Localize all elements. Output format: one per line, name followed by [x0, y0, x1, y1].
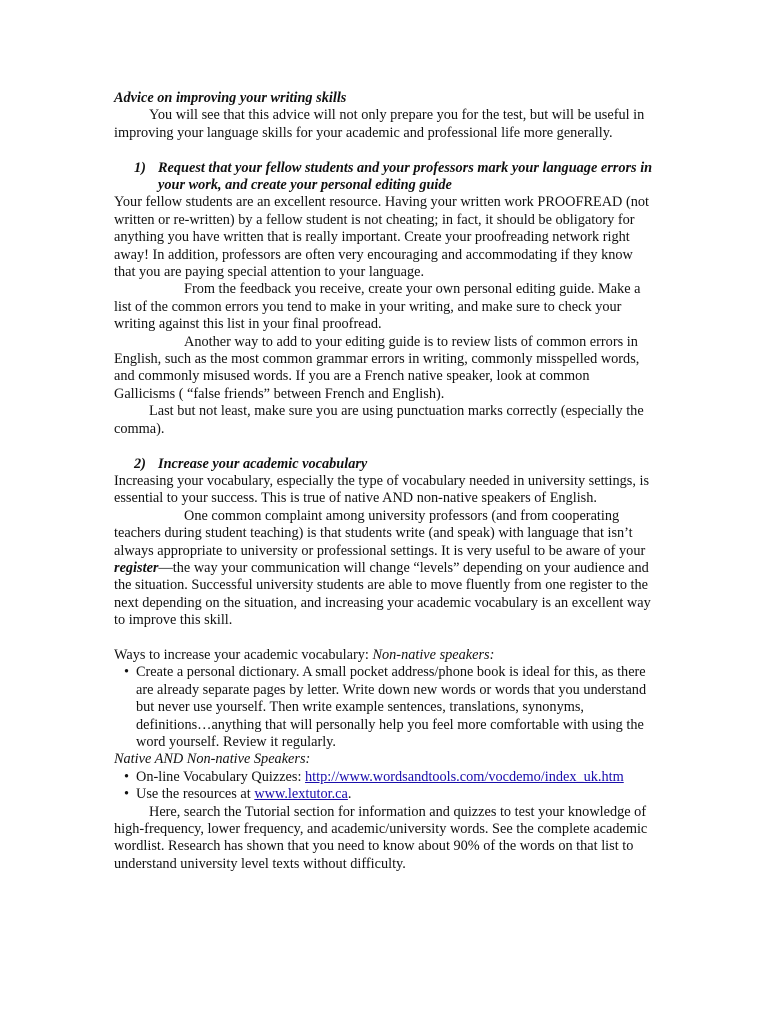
- bullet-icon: •: [124, 664, 130, 681]
- section-1-paragraph-1: Your fellow students are an excellent resource. Having your written work PROOFREAD (not written or re-written) by a fellow student is not cheating; in fact, it should be obligatory for anything you have written that is really important. Create your proofreading network right away! In addition, professors are often very encouraging and accommodating if they know that you are paying special attention to your language.: [114, 194, 649, 281]
- ways-label: Ways to increase your academic vocabulary:: [114, 646, 373, 663]
- section-1-heading-text: Request that your fellow students and your professors mark your language errors in your work, and create your personal editing guide: [158, 159, 653, 194]
- lextutor-end: .: [347, 786, 352, 803]
- section-1-paragraph-4: Last but not least, make sure you are using punctuation marks correctly (especially the comma).: [114, 403, 644, 437]
- non-native-group-label: Non-native speakers:: [372, 646, 495, 663]
- lextutor-label: Use the resources at: [136, 786, 255, 803]
- intro-paragraph: You will see that this advice will not only prepare you for the test, but will be useful in improving your language skills for your academic and professional life more generally.: [114, 107, 645, 141]
- bullet-icon: •: [124, 768, 130, 785]
- section-1-number: 1): [134, 159, 146, 176]
- bullet-vocabulary-quizzes: [114, 769, 654, 786]
- vocabulary-quizzes-link[interactable]: http://www.wordsandtools.com/vocdemo/index_uk.htm: [305, 768, 624, 785]
- document-title: Advice on improving your writing skills: [114, 90, 347, 106]
- document-body: [114, 90, 654, 873]
- ways-line: [114, 647, 654, 664]
- spacer: [114, 438, 654, 455]
- quizzes-label: On-line Vocabulary Quizzes:: [136, 768, 306, 785]
- section-1-paragraph-2: From the feedback you receive, create your own personal editing guide. Make a list of the common errors you tend to make in your writing, and make sure to check your writing against this list in your final proofread.: [114, 281, 641, 333]
- lextutor-link[interactable]: www.lextutor.ca: [254, 786, 348, 803]
- native-group-label: Native AND Non-native Speakers:: [114, 751, 311, 768]
- section-1-heading: [114, 160, 654, 195]
- section-2-number: 2): [134, 455, 146, 472]
- spacer: [114, 630, 654, 647]
- section-2-paragraph-2: [114, 508, 654, 630]
- spacer: [114, 142, 654, 159]
- bullet-lextutor: [114, 786, 654, 803]
- bullet-personal-dictionary-text: Create a personal dictionary. A small pocket address/phone book is ideal for this, as there are already separate pages by letter. Write down new words or words that you understand but never use yourself. Then write example sentences, translations, synonyms, definitions…anything that will personally help you feel more comfortable with using the word yourself. Review it regularly.: [136, 664, 647, 750]
- bullet-personal-dictionary: [114, 664, 654, 751]
- section-2-heading-text: Increase your academic vocabulary: [158, 455, 368, 472]
- section-2-paragraph-1: Increasing your vocabulary, especially the type of vocabulary needed in university settings, is essential to your success. This is true of native AND non-native speakers of English.: [114, 472, 650, 507]
- section-2-final-paragraph: Here, search the Tutorial section for information and quizzes to test your knowledge of high-frequency, lower frequency, and academic/university words. See the complete academic wordlist. Research has shown that you need to know about 90% of the words on that list to understand university level texts without difficulty.: [114, 803, 648, 872]
- register-text-after: —the way your communication will change “levels” depending on your audience and the situation. Successful university students are able to move fluently from one register to the next depending on the situation, and increasing your academic vocabulary is an excellent way to improve this skill.: [114, 559, 651, 629]
- section-2-heading: [114, 456, 654, 473]
- section-1-paragraph-3: Another way to add to your editing guide is to review lists of common errors in English, such as the most common grammar errors in writing, commonly misspelled words, and commonly misused words. If you are a French native speaker, look at common Gallicisms ( “false friends” between French and English).: [114, 333, 640, 402]
- register-term: register: [114, 559, 159, 576]
- register-text-before: One common complaint among university professors (and from cooperating teachers during student teaching) is that students write (and speak) with language that isn’t always appropriate to university or professional settings. It is very useful to be aware of your: [114, 507, 646, 559]
- bullet-icon: •: [124, 786, 130, 803]
